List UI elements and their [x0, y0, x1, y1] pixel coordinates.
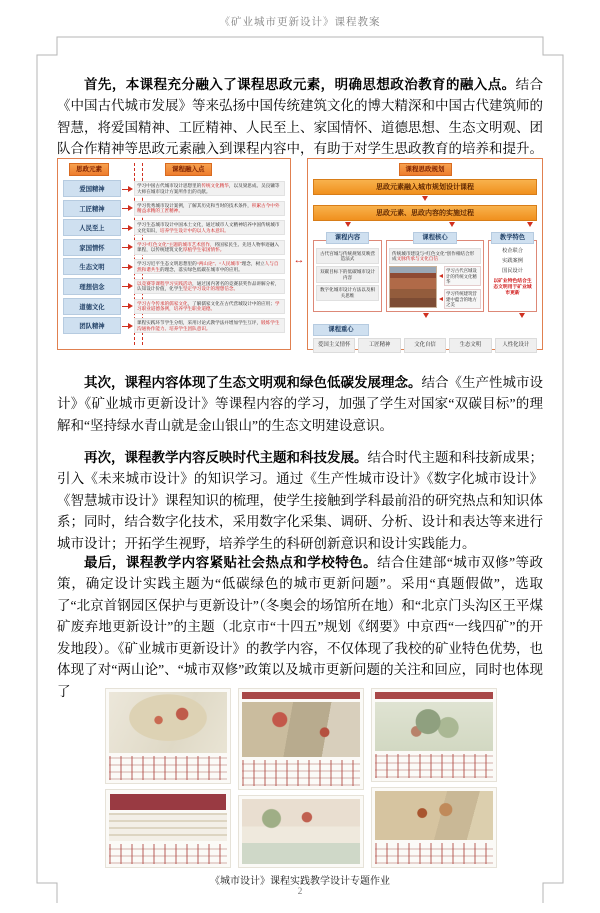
feature-item: 实践案例	[502, 257, 523, 264]
feature-item: 国民设计	[502, 267, 523, 274]
sipzheng-element-row	[63, 278, 285, 295]
element-label: 道德文化	[63, 298, 121, 315]
right-arrow-icon	[121, 224, 134, 232]
element-label: 人民至上	[63, 219, 121, 236]
right-arrow-icon	[121, 322, 134, 330]
focus-item: 工匠精神	[358, 338, 400, 353]
paragraph-2	[57, 372, 543, 437]
paragraph-3-lead: 再次，课程教学内容反映时代主题和科技发展。	[84, 449, 368, 465]
down-arrow-icon	[423, 313, 429, 321]
element-description: 学习习近平生态文明思想里的“两山论”、“人民城市”理念，树立人与自然和谐共生的理念，落实绿色低碳在城市中的应用。	[134, 259, 285, 274]
element-label: 爱国精神	[63, 180, 121, 197]
left-panel-header-elements: 思政元素	[69, 163, 109, 176]
paragraph-4-body: 结合住建部“城市双修”等政策，确定设计实践主题为“低碳绿色的城市更新问题”。采用“真题假做”，选取了“北京首钢园区保护与更新设计”（冬奥会的场馆所在地）和“北京门头沟区王平煤矿废弃地更新设计”的主题（北京市“十四五”规划《纲要》中京西“一线四矿”的开发地段）。《矿业城市更新设计》的教学内容，不仅体现了我校的矿业特色优势，也体现了对“两山论”、“城市双修”政策以及城市更新问题的关注和回应，同时也体现了	[57, 554, 544, 699]
student-poster-image	[105, 789, 231, 868]
student-poster-image	[371, 688, 497, 782]
right-arrow-icon	[121, 204, 134, 212]
poster-render-area	[375, 791, 493, 840]
element-label: 生态文明	[63, 258, 121, 275]
forbidden-city-aerial-photo	[389, 266, 437, 308]
core-text: 传统城市建设与“红色文化”创作相结合形成文脉传承与文化自信	[389, 248, 481, 264]
focus-item: 生态文明	[449, 338, 491, 353]
poster-diagram-area	[109, 756, 227, 780]
sipzheng-element-row	[63, 258, 285, 275]
left-panel-sipzheng-elements	[57, 158, 291, 350]
element-label: 工匠精神	[63, 200, 121, 217]
feature-note: 以矿业特色结合生态文明用于矿业城市更新	[493, 279, 532, 297]
content-item: 数字化城市设计方法以及相关思维	[316, 285, 379, 301]
sipzheng-element-row	[63, 298, 285, 315]
sipzheng-element-row	[63, 239, 285, 256]
paragraph-2-body: 结合《生产性城市设计》《矿业城市更新设计》等课程内容的学习，加强了学生对国家“双碳目标”的理解和“坚持绿水青山就是金山银山”的生态文明建设意识。	[57, 374, 543, 433]
student-poster-image	[238, 795, 364, 868]
photo-callout: 学习传统建筑营建中蕴含的地方之美	[439, 289, 481, 309]
poster-diagram-area	[375, 754, 493, 778]
down-arrow-icon	[449, 222, 455, 230]
element-description: 学习“红色文化”主题的城市艺术创作，将国家民生、先进人物事迹融入课程，以传统建筑文化厚植学生家国情怀。	[134, 240, 285, 255]
element-description: 学习优秀城市设计案例，了解其历史和当时的技术条件，积累古今中外精益求精的工匠精神。	[134, 201, 285, 216]
feature-item: 校企联合	[502, 248, 523, 254]
poster-title-band	[110, 794, 226, 810]
poster-render-area	[242, 702, 360, 757]
course-focus-footer	[313, 324, 537, 353]
left-panel-rows	[63, 180, 285, 334]
down-arrow-icon	[519, 313, 525, 321]
poster-column	[105, 688, 231, 868]
paragraph-1-lead: 首先，本课程充分融入了课程思政元素，明确思想政治教育的融入点。	[84, 76, 516, 92]
column-header: 教学特色	[491, 232, 534, 244]
right-panel-title: 课程思政规划	[399, 163, 452, 176]
element-description: 以竞赛等课程学习实践活动，通过国内著名的竞赛获奖作品讲解分析，认知设计价值，化学生坚定学习设计的理想信念。	[134, 279, 285, 294]
paragraph-3-body: 结合时代主题和科技新成果；引入《未来城市设计》的知识学习。通过《生产性城市设计》《数字化城市设计》《智慧城市设计》课程知识的梳理，使学生接触到学科最前沿的研究热点和知识体系；同时，结合数字化技术，采用数字化采集、调研、分析、设计和表达等来进行城市设计；开拓学生视野，培养学生的科研创新意识和设计实践能力。	[57, 449, 543, 551]
sipzheng-element-row	[63, 317, 285, 334]
sipzheng-element-row	[63, 219, 285, 236]
photo-callouts	[439, 266, 481, 309]
poster-column	[371, 688, 497, 868]
down-arrow-icon	[527, 222, 533, 230]
poster-diagram-area	[109, 844, 227, 864]
down-arrows	[313, 221, 537, 231]
bar-integration: 思政元素融入城市规划设计课程	[313, 179, 537, 195]
left-panel-header-integration: 课程融入点	[165, 163, 212, 176]
element-description: 课程实践环节学生分组，采用讨论式教学法并增加学生互评，锻炼学生沟通协作能力、培养学生团队意识。	[134, 318, 285, 333]
column-header: 课程核心	[413, 232, 456, 244]
paragraph-4	[57, 552, 543, 703]
student-poster-image	[105, 688, 231, 784]
bar-implementation: 思政元素、思政内容的实施过程	[313, 205, 537, 221]
double-arrow-icon: ↔	[293, 254, 305, 266]
right-panel-course-plan	[307, 158, 543, 350]
column-teaching-features	[488, 232, 537, 312]
down-arrows	[313, 312, 537, 322]
paragraph-2-lead: 其次，课程内容体现了生态文明观和绿色低碳发展理念。	[84, 374, 422, 390]
student-poster-image	[371, 787, 497, 868]
poster-render-area	[109, 692, 227, 753]
poster-column	[238, 688, 364, 868]
figure-caption: 《城市设计》课程实践教学设计专题作业	[210, 876, 390, 887]
right-arrow-icon	[121, 282, 134, 290]
element-label: 理想信念	[63, 278, 121, 295]
poster-title-band	[375, 692, 493, 699]
element-description: 学习生态城市设计中国本土文化，通过城市人文精神培养中国传统城市文化知识，培养学生设计中的以人为本意识。	[134, 220, 285, 235]
content-item: 双碳目标下的低碳城市设计内容	[316, 266, 379, 282]
student-poster-image	[238, 688, 364, 790]
down-arrow-icon	[345, 222, 351, 230]
right-arrow-icon	[121, 185, 134, 193]
focus-item: 文化自信	[404, 338, 446, 353]
focus-item: 爱国主义情怀	[313, 338, 355, 353]
footer-header: 课程重心	[313, 324, 369, 336]
column-course-core	[386, 232, 484, 312]
sipzheng-element-row	[63, 180, 285, 197]
course-sipzheng-figure	[57, 158, 543, 350]
sipzheng-element-row	[63, 200, 285, 217]
right-arrow-icon	[121, 243, 134, 251]
page-number: 2	[297, 887, 303, 897]
paragraph-1-body: 结合《中国古代城市发展》等来弘扬中国传统建筑文化的博大精深和中国古代建筑师的智慧，将爱国精神、工匠精神、人民至上、家国情怀、道德思想、生态文明观、团队合作精神等思政元素融入到课程内容中，有助于对学生思政教育的培养和提升。	[57, 76, 543, 156]
column-header: 课程内容	[326, 232, 369, 244]
poster-render-area	[375, 702, 493, 751]
page-header-title: 《矿业城市更新设计》课程教案	[219, 17, 381, 28]
poster-render-area	[242, 799, 360, 864]
element-description: 学习中国古代城市设计思想里的传统文化精华，以及梁思成、吴良镛等大师在城市设计方案所作出的贡献。	[134, 181, 285, 196]
poster-render-area	[109, 813, 227, 841]
column-course-content	[313, 232, 382, 312]
right-arrow-icon	[121, 263, 134, 271]
paragraph-4-lead: 最后，课程教学内容紧贴社会热点和学校特色。	[84, 554, 378, 570]
right-arrow-icon	[121, 302, 134, 310]
poster-diagram-area	[375, 843, 493, 864]
element-label: 家国情怀	[63, 239, 121, 256]
focus-item: 人性化设计	[495, 338, 537, 353]
student-posters-collage	[105, 688, 497, 868]
paragraph-3	[57, 447, 543, 555]
element-label: 团队精神	[63, 317, 121, 334]
element-description: 学习古今传承的儒家文化，了解儒家文化在古代营城设计中的应用；学习职业道德条例，培养学生职业道德。	[134, 299, 285, 314]
photo-callout: 学习古代宫城设计的传统文化精华	[439, 266, 481, 286]
down-arrow-icon	[422, 196, 428, 204]
paragraph-1	[57, 74, 543, 160]
content-item: 古代宫城与传统规划反映营造法式	[316, 248, 379, 264]
poster-title-band	[242, 692, 360, 699]
poster-diagram-area	[242, 760, 360, 786]
